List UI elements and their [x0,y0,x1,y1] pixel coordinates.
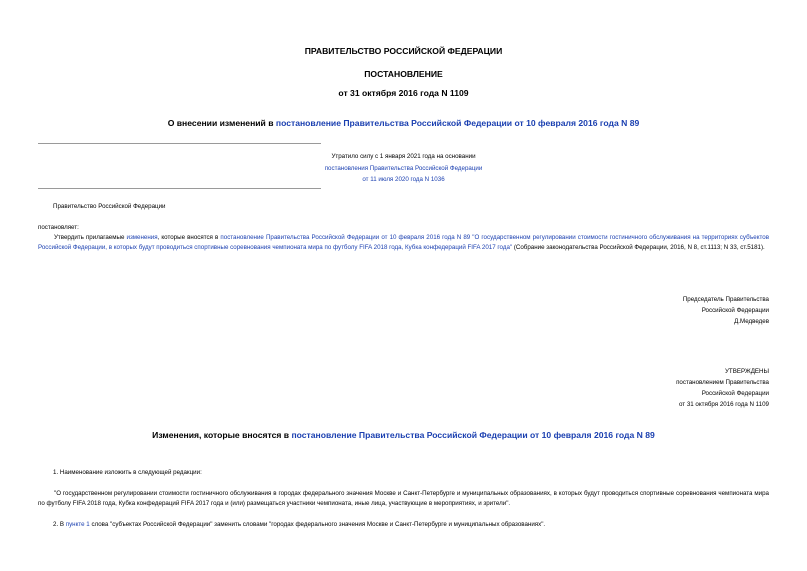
changes-decree-link[interactable]: постановление Правительства Российской Федерации от 10 февраля 2016 года N 89 [291,430,655,440]
approval-line2: постановлением Правительства [676,378,769,386]
approval-line4: от 31 октября 2016 года N 1109 [678,400,769,408]
document-title [0,118,807,128]
government-heading: ПРАВИТЕЛЬСТВО РОССИЙСКОЙ ФЕДЕРАЦИИ [304,46,503,56]
government-line: Правительство Российской Федерации [53,203,166,210]
change-item-1: 1. Наименование изложить в следующей редакции: [53,469,202,476]
status-note [0,151,807,186]
document-type-heading: ПОСТАНОВЛЕНИЕ [364,69,443,79]
repealing-decree-date-link[interactable]: от 11 июля 2020 года N 1036 [362,176,445,183]
change-item-2-part2: слова "субъектах Российской Федерации" заменить словами "городах федерального значения Москве и Санкт-Петербурге и муниципальных образованиях". [89,521,546,528]
change-item-2-part1: 2. В [53,521,66,528]
decree-89-full-link[interactable]: постановление Правительства Российской Федерации от 10 февраля 2016 года N 89 "О государственном регулировании стоимости гостиничного обслуживания на территориях субъектов Российской Федерации, в которых будут проводиться спортивные соревнования чемпионата мира по футболу FIFA 2018 года, Кубка конфедераций FIFA 2017 года" [38,234,769,251]
new-title-quote-text: "О государственном регулировании стоимости гостиничного обслуживания в городах федерального значения Москве и Санкт-Петербурге и муниципальных образованиях, в которых будут проводиться спортивные соревнования чемпионата мира по футболу FIFA 2018 года, Кубка конфедераций FIFA 2017 года и (или) размещаться участники чемпионата, иные лица, участвующие в мероприятиях, и зрители". [38,490,769,507]
approval-paragraph [38,233,769,252]
approval-line3: Российской Федерации [701,389,769,397]
status-note-top-rule [38,143,321,144]
approval-paragraph-part2: , которые вносятся в [157,234,221,241]
changes-title-prefix: Изменения, которые вносятся в [152,430,292,440]
repealing-decree-link[interactable]: постановления Правительства Российской Федерации [324,164,483,172]
approval-paragraph-part1: Утвердить прилагаемые [54,234,127,241]
signature-position-line2: Российской Федерации [701,306,769,314]
document-title-prefix: О внесении изменений в [167,118,276,128]
approval-block [676,367,769,411]
signature-name: Д.Медведев [734,317,769,325]
clause-1-link[interactable]: пункте 1 [65,521,90,528]
document-date-number: от 31 октября 2016 года N 1109 [338,88,469,98]
changes-title [0,430,807,440]
status-note-line1: Утратило силу с 1 января 2021 года на основании [331,153,476,160]
new-title-quote [38,489,769,508]
status-note-bottom-rule [38,188,321,189]
change-item-2 [53,520,545,530]
approval-line1: УТВЕРЖДЕНЫ [725,368,769,375]
signature-position-line1: Председатель Правительства [682,296,769,303]
approval-paragraph-part3: (Собрание законодательства Российской Федерации, 2016, N 8, ст.1113; N 33, ст.5181). [512,243,765,251]
amended-decree-link[interactable]: постановление Правительства Российской Федерации от 10 февраля 2016 года N 89 [275,118,640,128]
changes-link[interactable]: изменения [126,234,158,241]
decrees-word: постановляет: [38,224,79,231]
signature-block [683,295,769,328]
